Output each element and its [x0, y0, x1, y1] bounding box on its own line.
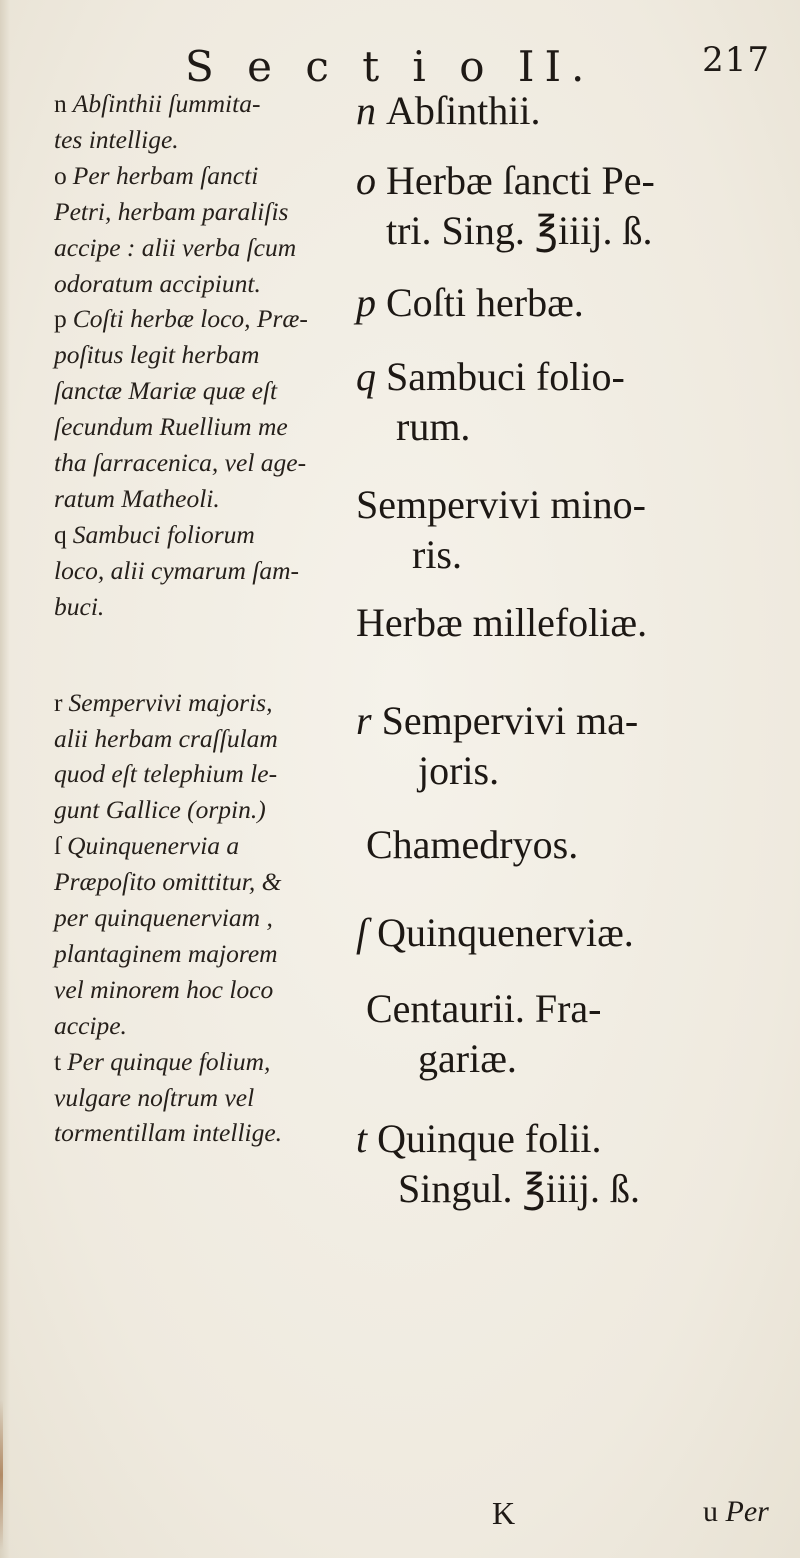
entry-o [356, 156, 786, 256]
entry-line: ſ Quinquenerviæ. [356, 910, 634, 955]
entry-chamedryos [356, 820, 786, 870]
entry-line: Herbæ millefoliæ. [356, 600, 648, 645]
note-line: quod eſt telephium le- [54, 759, 278, 789]
entry-centaurii [356, 984, 786, 1084]
entry-line: t Quinque folii. [356, 1116, 602, 1161]
note-line: Petri, herbam paraliſis [54, 196, 289, 226]
note-line: poſitus legit herbam [54, 340, 260, 370]
marginal-notes-column [54, 86, 354, 1151]
binding-shadow [0, 0, 10, 1558]
page-number: 217 [702, 40, 770, 80]
entry-n [356, 86, 786, 136]
note-marker: p [54, 304, 67, 334]
running-head: S e c t i o II. [185, 42, 595, 91]
note-line: ſecundum Ruellium me [54, 412, 288, 442]
note-line: tormentillam intellige. [54, 1118, 283, 1148]
entry-marker: o [356, 158, 376, 203]
note-marker: t [54, 1046, 62, 1076]
note-marker: o [54, 160, 67, 190]
entry-marker: t [356, 1116, 368, 1161]
entry-s [356, 908, 786, 958]
note-line: buci. [54, 591, 105, 621]
note-q [54, 517, 354, 625]
note-line: o Per herbam ſancti [54, 160, 259, 190]
entry-line: Sempervivi mino- [356, 482, 646, 527]
note-line: q Sambuci foliorum [54, 519, 255, 549]
entry-marker: ſ [356, 910, 368, 955]
note-line: t Per quinque folium, [54, 1046, 271, 1076]
note-t [54, 1044, 354, 1152]
entry-line: q Sambuci folio- [356, 354, 625, 399]
edge-stain [0, 1400, 3, 1550]
note-line: loco, alii cymarum ſam- [54, 555, 300, 585]
note-p [54, 301, 354, 516]
note-line: ſanctæ Mariæ quæ eſt [54, 376, 278, 406]
entry-line: o Herbæ ſancti Pe- [356, 158, 655, 203]
entry-line: rum. [396, 404, 471, 449]
entry-t [356, 1114, 786, 1214]
note-line: alii herbam craſſulam [54, 723, 278, 753]
entry-marker: q [356, 354, 376, 399]
entry-marker: n [356, 88, 376, 133]
entry-marker: p [356, 280, 376, 325]
entry-sempervivi-minoris [356, 480, 786, 580]
note-s [54, 828, 354, 1043]
entry-line: ris. [412, 532, 462, 577]
note-line: accipe. [54, 1010, 127, 1040]
note-o [54, 158, 354, 302]
note-line: gunt Gallice (orpin.) [54, 795, 266, 825]
entry-r [356, 696, 786, 796]
entry-line: tri. Sing. ℥iiij. ß. [386, 208, 653, 253]
entry-line: p Coſti herbæ. [356, 280, 584, 325]
note-line: per quinquenerviam , [54, 903, 273, 933]
note-marker: r [54, 687, 63, 717]
note-line: vulgare noſtrum vel [54, 1082, 255, 1112]
spacer [54, 625, 354, 685]
entry-q [356, 352, 786, 452]
note-line: p Coſti herbæ loco, Præ- [54, 304, 308, 334]
note-line: tes intellige. [54, 124, 179, 154]
catchword: u Per [703, 1495, 769, 1528]
note-n [54, 86, 354, 158]
entry-millefoliae [356, 598, 786, 648]
signature-mark: K [492, 1495, 516, 1531]
note-line: tha ſarracenica, vel age- [54, 448, 307, 478]
note-marker: q [54, 519, 67, 549]
entry-line: joris. [418, 748, 500, 793]
entry-line: gariæ. [418, 1036, 517, 1081]
note-line: Præpoſito omittitur, & [54, 867, 282, 897]
note-r [54, 685, 354, 829]
entry-marker: r [356, 698, 372, 743]
note-line: accipe : alii verba ſcum [54, 232, 297, 262]
main-text-column [356, 86, 786, 1214]
note-line: ratum Matheoli. [54, 483, 220, 513]
entry-p [356, 278, 786, 328]
entry-line: n Abſinthii. [356, 88, 541, 133]
note-marker: n [54, 89, 67, 118]
note-marker: ſ [54, 831, 62, 861]
note-line: n Abſinthii ſummita- [54, 89, 261, 118]
note-line: vel minorem hoc loco [54, 974, 274, 1004]
entry-line: Chamedryos. [366, 822, 579, 867]
entry-line: r Sempervivi ma- [356, 698, 639, 743]
note-line: odoratum accipiunt. [54, 268, 261, 298]
note-line: ſ Quinquenervia a [54, 831, 240, 861]
entry-line: Centaurii. Fra- [366, 986, 602, 1031]
note-line: r Sempervivi majoris, [54, 687, 273, 717]
entry-line: Singul. ℥iiij. ß. [398, 1166, 641, 1211]
note-line: plantaginem majorem [54, 938, 278, 968]
